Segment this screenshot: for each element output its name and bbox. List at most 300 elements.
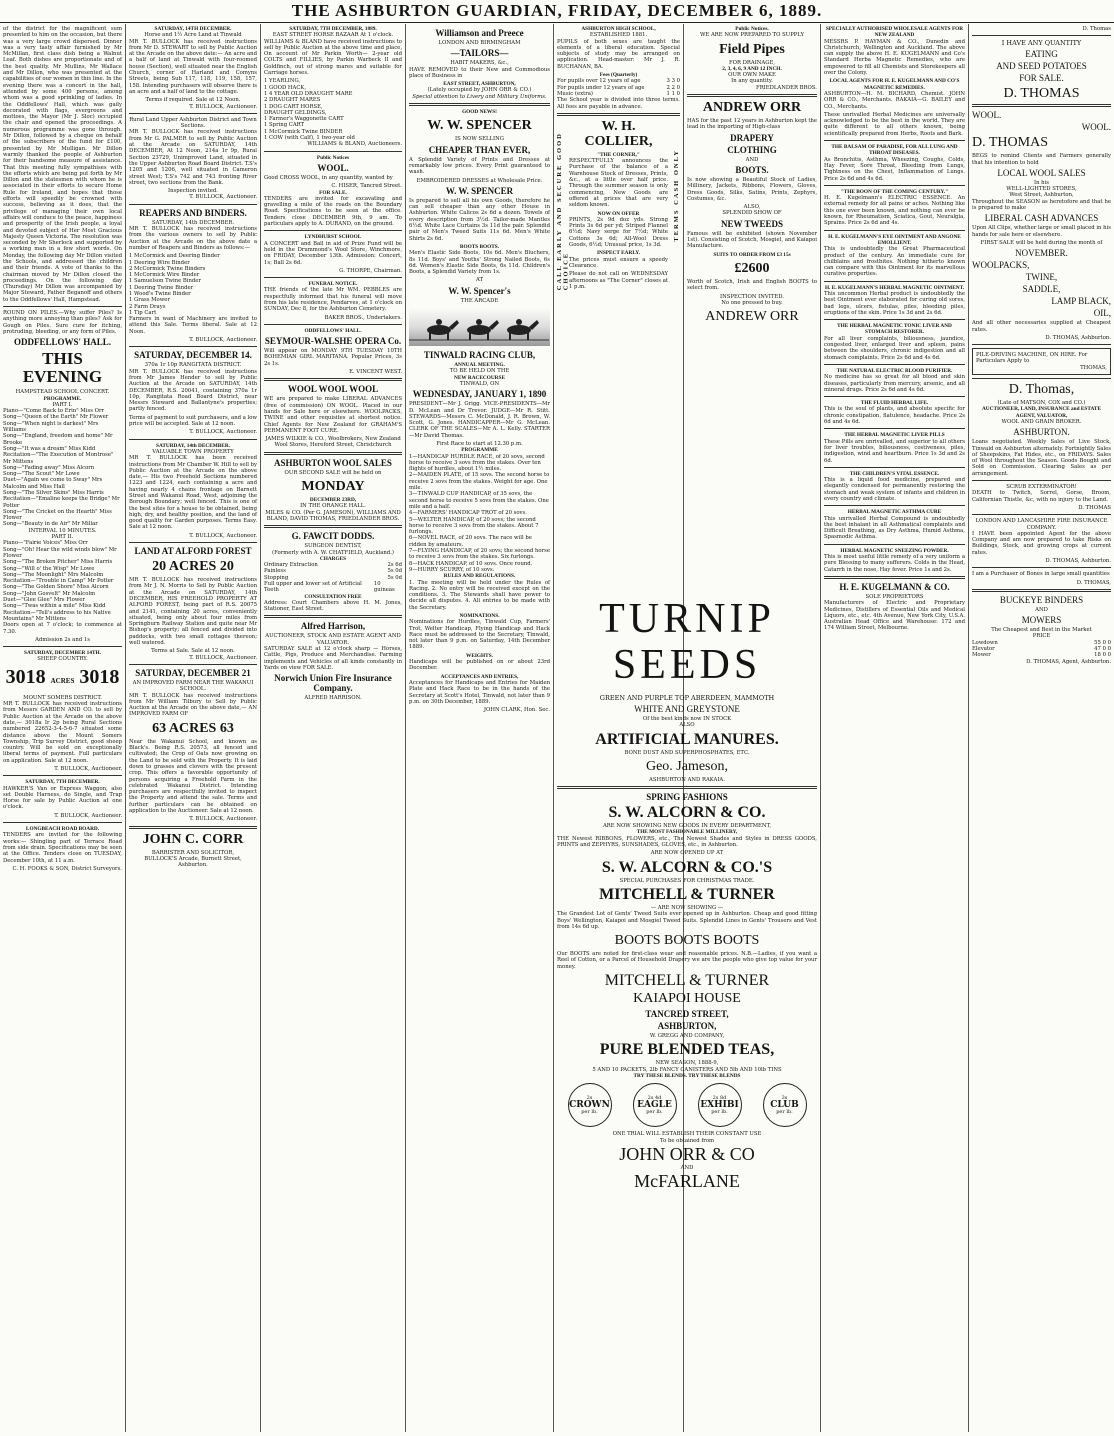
williams-text: WILLIAMS & BLAND have received instructions to sell by Public Auction at the above time and place, On account of Mr Parkin Worth— 2-year old COLTS and FILLIES, by Parkin Warbeck II and Goldfinch, out of strong mares and suitable for Carriage horses. bbox=[264, 38, 402, 77]
manures-sub: BONE DUST AND SUPERPHOSPHATES, ETC. bbox=[624, 749, 750, 756]
spencer-head-2: W. W. SPENCER bbox=[445, 185, 514, 196]
asthma-head: HERBAL MAGNETIC ASTHMA CURE bbox=[847, 509, 942, 516]
seal-price: 3s bbox=[781, 1094, 788, 1101]
alcorn-showing: ARE NOW SHOWING NEW GOODS IN EVERY DEPARTMENT, bbox=[602, 823, 772, 830]
column-3 bbox=[261, 26, 405, 1430]
ad-title: Williamson and Preece bbox=[435, 28, 524, 38]
alcorn-name-2: S. W. ALCORN & CO.'S bbox=[601, 858, 773, 876]
season: NEW SEASON, 1888-9, bbox=[655, 1060, 719, 1067]
programme-item: Song—"When night is darkest" Mrs Williams bbox=[3, 420, 99, 434]
race-item: 1—HANDICAP HURDLE RACE, of 20 sovs, second horse to receive 3 sovs from the stakes. Over ten flights of hurdles, about 1½ miles. bbox=[409, 453, 545, 473]
life-text: This is the soul of plants, and absolute specific for chronic constipation, flatulence, headache. Price 2s 6d and 4s 6d. bbox=[824, 406, 965, 426]
harrison-text: SATURDAY SALE at 12 o'clock sharp — Horses, Cattle, Pigs, Produce and Merchandise. Farming implements and Vehicles of all kinds constantly in Yards on view FOR SALE. bbox=[264, 646, 402, 671]
tea-seal bbox=[763, 1083, 807, 1127]
amount: £2600 bbox=[734, 260, 770, 276]
terms: Terms at Sale. Sale at 12 noon. bbox=[151, 648, 235, 655]
acres-heading: 63 ACRES 63 bbox=[152, 720, 234, 736]
race-item: 6—NOVEL RACE, of 20 sovs. The race will be ridden by amateurs. bbox=[409, 535, 532, 548]
dodds-sub: SURGEON DENTIST, bbox=[304, 543, 362, 550]
drapery: DRAPERY bbox=[730, 132, 774, 143]
prices-note: The prices must ensure a speedy Clearance. bbox=[569, 256, 668, 269]
wool-2: WOOL. bbox=[1081, 122, 1111, 133]
signature: ALFRED HARRISON. bbox=[304, 695, 362, 702]
signature: D. THOMAS, Ashburton. bbox=[1045, 334, 1111, 341]
annual: ANNUAL MEETING. bbox=[454, 362, 505, 369]
dodds-text: (Formerly with A. W. CHATFIELD, Auckland.) bbox=[272, 549, 394, 556]
price-head: PRICE bbox=[1032, 633, 1051, 640]
programme-list-2 bbox=[3, 540, 122, 622]
tonic-head: THE HERBAL MAGNETIC TONIC LIVER AND STOMACH RESTORER. bbox=[837, 323, 952, 336]
mitchell-turner-2: MITCHELL & TURNER bbox=[604, 972, 770, 990]
divider bbox=[824, 467, 965, 468]
inspection: INSPECTION INVITED. bbox=[720, 293, 784, 300]
divider bbox=[557, 113, 680, 116]
sale-date: SATURDAY, DECEMBER 21 bbox=[135, 667, 251, 678]
fee-row-cell: 1 1 0 bbox=[666, 90, 680, 97]
requisites: And all other necessaries supplied at Cheapest rates. bbox=[972, 320, 1111, 333]
turnip-line1: GREEN AND PURPLE TOP ABERDEEN, MAMMOTH bbox=[599, 694, 775, 702]
divider bbox=[557, 786, 817, 789]
race-item: 2—MAIDEN PLATE, of 15 sovs. The second horse to receive 2 sovs from the stakes. Weight for age. One mile. bbox=[409, 472, 550, 492]
kugelmann: H. E. KUGELMANN & CO. bbox=[839, 581, 950, 592]
terms: Inspection invited. bbox=[168, 188, 218, 195]
divider bbox=[824, 364, 965, 365]
price-row-cell: 18 0 0 bbox=[1094, 652, 1111, 659]
reaper-item: 2 McCormick Twine Binders bbox=[129, 265, 206, 272]
divider bbox=[3, 306, 122, 307]
section-head: Public Notices bbox=[316, 154, 350, 161]
column-6 bbox=[684, 26, 820, 586]
dodds-head: G. FAWCIT DODDS. bbox=[291, 531, 375, 542]
lamp: LAMP BLACK, bbox=[1051, 296, 1111, 307]
mcfarlane: McFARLANE bbox=[634, 1171, 740, 1192]
corr-title: BARRISTER AND SOLICITOR, bbox=[151, 849, 235, 856]
spencer-text-2: Is prepared to sell all his own Goods, therefore he can sell cheaper than any other House in Ashburton. White Calicos 2s 6d a dozen. Towels of every description from 3½d. Tailor-made Mantles 6½d. White Lace Curtains 3s 11d the pair. Splendid pair of Men's Tweed Suits 11s 6d. Men's White Shirts 2s 6d. bbox=[409, 197, 550, 242]
rules-head: RULES AND REGULATIONS. bbox=[443, 573, 516, 580]
dthomas-text: BEGS to remind Clients and Farmers generally that his intention to hold bbox=[972, 153, 1111, 166]
reaper-item: 1 Grass Mower bbox=[129, 297, 170, 304]
spencer-head: W. W. SPENCER bbox=[427, 118, 532, 134]
ad-heading: LYNDHURST SCHOOL bbox=[304, 234, 362, 241]
column-5 bbox=[554, 26, 683, 586]
seal-unit: per lb. bbox=[646, 1108, 663, 1115]
fashionable: THE MOST FASHIONABLE MILLINERY, bbox=[636, 829, 738, 836]
scrub: SCRUB EXTERMINATOR! bbox=[1006, 484, 1077, 491]
divider bbox=[264, 525, 402, 528]
established: ESTABLISHED 1881. bbox=[589, 32, 648, 39]
divider bbox=[824, 428, 965, 429]
ashburton: ASHBURTON, bbox=[657, 1021, 717, 1032]
fee-row-cell: 2 2 0 bbox=[666, 84, 680, 91]
dthomas-2: D. THOMAS bbox=[972, 135, 1048, 151]
signature: D. THOMAS, Agent, Ashburton. bbox=[1026, 658, 1111, 665]
programme-list bbox=[3, 408, 122, 528]
charges-list bbox=[264, 562, 402, 593]
signature: T. BULLOCK, Auctioneer. bbox=[54, 765, 122, 772]
stock-item: 1 McCormick Twine BINDER bbox=[264, 128, 343, 135]
sneezing-text: This is most useful little remedy of a very uniform a pure Blessing to many sufferers. Colds in the Head, Catarrh in the nose, Hay fever. Price 1s and 2s. bbox=[824, 554, 965, 573]
divider bbox=[824, 505, 965, 506]
nominations-text: Nominations for Hurdles, Tinwald Cup, Farmers' Trot, Welter Handicap, Flying Handicap and Hack Race must be addressed to the Secretary, Tinwald, not later than 9 p.m. on Saturday, 14th December 1889. bbox=[409, 619, 550, 651]
auction-text: MR T. BULLOCK has received instructions from Mr G. PALMER to sell by Public Auction at the Arcade on SATURDAY, 14th DECEMBER, At 12 Noon, 214a 1r 9p, Rural Section 23729, Unimproved Land, situated in the Upper Ashburton Road Board District. T.S's 1205 and 1206, well situated in Cameron street West; T.S's 742 and 743 fronting River street, two sections from the Bank. bbox=[129, 129, 257, 186]
late: (Late of MATSON, COX and CO.) bbox=[997, 400, 1086, 407]
any-qty: In any quantity. bbox=[731, 78, 773, 85]
grain: WOOL AND GRAIN BROKER. bbox=[1001, 418, 1082, 425]
price-row-cell: 47 0 0 bbox=[1094, 646, 1111, 653]
road-board: LONGBEACH ROAD BOARD. bbox=[25, 826, 100, 833]
good-news: GOOD NEWS! bbox=[462, 109, 497, 116]
price-row-cell: Elevator bbox=[972, 646, 995, 653]
acceptances-head: ACCEPTANCES AND ENTRIES, bbox=[440, 673, 519, 680]
ad-heading: VALUABLE TOWN PROPERTY bbox=[152, 448, 234, 455]
signature: THOMAS, bbox=[1080, 364, 1107, 371]
divider bbox=[264, 230, 402, 231]
auction-text: MR T. BULLOCK has been received instructions from Mr Chamber W. Hill to sell by Public Auction at the Arcade on the above date,— His two Freehold Sections numbered 1223 and 1224, each containing a acre and having nearly 4 chains frontage on Barnett Street and Wakanui Road, West, adjoining the Borough Boundary; well fenced. This is one of the best sites for a house to be obtained, being high, dry, and healthy position, and the land of good quality for Garden purposes. Terms Easy. Sale at 12 noon. bbox=[129, 455, 257, 531]
fee-row-cell: For pupils under 12 years of age bbox=[557, 84, 645, 91]
consultation: CONSULTATION FREE bbox=[304, 593, 362, 600]
sale-place: IN THE ORANGE HALL. bbox=[300, 503, 366, 510]
racing-illustration bbox=[409, 308, 550, 346]
fees-table bbox=[557, 78, 680, 97]
tancred: TANCRED STREET, bbox=[645, 1009, 729, 1020]
proprietors: SOLE PROPRIETORS bbox=[865, 593, 924, 600]
harrison-sub: AUCTIONEER, STOCK AND ESTATE AGENT AND VALUATOR. bbox=[265, 633, 401, 646]
embroidered: EMBROIDERED DRESSES at Wholesale Price. bbox=[416, 177, 543, 184]
nominations-head: NOMINATIONS. bbox=[459, 613, 500, 619]
try-blends: TRY THESE BLENDS. TRY THESE BLENDS bbox=[633, 1072, 741, 1079]
clothing: CLOTHING bbox=[727, 144, 777, 155]
boots-text: Our BOOTS are noted for first-class wear and reasonable prices. N.B.—Ladies, if you want a Reel of Cotton, or a Parcel of Household Drapery we are the people who give top value for your money. bbox=[557, 951, 817, 970]
weights-head: WEIGHTS. bbox=[466, 652, 493, 659]
tea-seal bbox=[633, 1083, 677, 1127]
and: AND bbox=[680, 1164, 694, 1171]
divider bbox=[3, 646, 122, 647]
mount-somers: MOUNT SOMERS DISTRICT. bbox=[23, 694, 102, 701]
funeral-text: THE friends of the late Mr WM. PEBBLES are respectfully informed that his funeral will move from his late residence, Pendarves, at 1 o'clock on SUNDAY, Dec 8, for the Ashburton Cemetery. bbox=[264, 287, 402, 313]
turnip-line2: WHITE AND GREYSTONE bbox=[634, 704, 740, 714]
divider bbox=[264, 615, 402, 618]
opera-text: Will appear on MONDAY 9TH TUESDAY 10TH BOHEMIAN GIRL MARITANA. Popular Prices, 3s 2s 1s. bbox=[264, 348, 402, 367]
ad-heading: ODDFELLOWS' HALL. bbox=[304, 327, 362, 334]
tonic-text: For all liver complaints, biliousness, jaundice, congested liver, enlarged liver and spleen, pains between the shoulders, chronic indigestion and all stomach complaints. Price 2s 6d and 4s 6d. bbox=[824, 335, 965, 361]
race-item: 9—HURRY SCURRY, of 10 sovs. bbox=[409, 566, 495, 573]
divider bbox=[824, 576, 965, 579]
divider bbox=[129, 826, 257, 829]
seal-name: CROWN bbox=[569, 1099, 610, 1110]
charge-row-cell: 5s 0d bbox=[387, 574, 402, 581]
signature: D. THOMAS, bbox=[1076, 579, 1111, 586]
boots-text: Men's Elastic Side Boots, 10s 6d. Men's Bluchers, 8s 11d. Boys' and Youths' Strong Nailed Boots, 6s 6d. Women's Elastic Side Boots, 6s 11d. Children's Boots, a Splendid Variety from 1s. bbox=[409, 250, 550, 276]
programme-item: Recitation—"Emaline keeps the Bridge" Mr Potter bbox=[3, 496, 120, 509]
auction-text: MR T. BULLOCK has received instructions from Mr J. N. Morris to Sell by Public Auction at the Arcade on SATURDAY, 14th DECEMBER, HIS FREEHOLD PROPERTY AT ALFORD FOREST, being part of R.S. 20075 and 2141, containing 20 acres, conveniently situated, being only about four miles from Springburn Railway Station and quite near Mr Bishop's property; all fenced and divided into paddocks, with two small cottages thereon; well watered. bbox=[129, 577, 257, 647]
notices-head: Public Notices. bbox=[735, 26, 769, 32]
part-two: PART II. bbox=[51, 534, 74, 541]
in-his: In his bbox=[1033, 179, 1049, 186]
signature: T. BULLOCK, Auctioneer. bbox=[189, 103, 257, 110]
sale-date: DECEMBER 23RD, bbox=[309, 497, 357, 504]
divider bbox=[972, 104, 1111, 107]
acres-number: 3018 bbox=[5, 665, 46, 688]
bullock-text: MR T. BULLOCK has received instructions from Messrs GARDEN AND CO. to sell by Public Auction at the Arcade on the above date,— 3018a Ir 2p being Rural Sections numbered 22652-3-4-5-6-7 situated some distance above the Mount Somers Township, Trip Survey District, good sheep country. Will be sold on exceptionally liberal terms of payment. Full particulars on application. Sale at 12 noon. bbox=[3, 701, 122, 764]
reaper-item: 2 Farm Drays bbox=[129, 303, 166, 310]
bazaar: EAST STREET HORSE BAZAAR At 1 o'clock. bbox=[272, 32, 394, 39]
seal-unit: per lb. bbox=[711, 1108, 728, 1115]
charges-head: CHARGES bbox=[319, 555, 347, 562]
signature: BAKER BROS., Undertakers. bbox=[324, 314, 402, 321]
spencer-head-3: W. W. Spencer's bbox=[448, 285, 511, 296]
auctioneer: AUCTIONEER, LAND, INSURANCE and ESTATE AGENT, VALUATOR, bbox=[981, 406, 1101, 419]
insurance: LONDON AND LANCASHIRE FIRE INSURANCE COMPANY. bbox=[975, 518, 1108, 531]
inspect: INSPECT EARLY. bbox=[596, 250, 641, 257]
programme-item: Song—"John Gosvelt" Mr Malcolm bbox=[3, 590, 96, 597]
arcade: THE ARCADE bbox=[460, 297, 499, 304]
dodds-address: Address: Court Chambers above H. M. Jones, Stationer, East Street. bbox=[264, 599, 402, 613]
programme-head: PROGRAMME bbox=[461, 447, 498, 454]
jameson: Geo. Jameson, bbox=[645, 758, 729, 774]
for-sale: FOR SALE. bbox=[1019, 73, 1064, 84]
price-row-cell: Mower bbox=[972, 652, 991, 659]
divider bbox=[972, 35, 1111, 36]
boots-banner: BOOTS BOOTS BOOTS bbox=[614, 933, 760, 949]
hawkers-text: HAWKER'S Van or Express Waggon, also set Double Harness, do Single, and Trap Horse for sale by Public Auction at one o'clock. bbox=[3, 785, 122, 811]
doors-text: Doors open at 7 o'clock; to commence at 7.30. bbox=[3, 622, 122, 635]
race-date: WEDNESDAY, JANUARY 1, 1890 bbox=[412, 389, 547, 400]
at: AT bbox=[475, 277, 484, 284]
race-item: 7—FLYING HANDICAP, of 20 sovs; the second horse to receive 3 sovs from the stakes. Six furlongs. bbox=[409, 548, 550, 561]
stock-item: 1 Farmer's Waggonette CART bbox=[264, 116, 344, 123]
sale-date: SATURDAY, 14th DECEMBER. bbox=[151, 219, 235, 226]
hall-title: ODDFELLOWS' HALL. bbox=[13, 337, 112, 348]
race-item: 4—FARMERS' HANDICAP TROT of 20 sovs. bbox=[409, 510, 527, 517]
terms: Terms if required. Sale at 12 Noon. bbox=[145, 97, 241, 104]
divider bbox=[129, 542, 257, 543]
column-7 bbox=[821, 26, 968, 1430]
ad-heading: Rural Land Upper Ashburton District and Town Sections. bbox=[129, 116, 257, 130]
showing: Is now showing a Beautiful Stock of Ladies, Millinery, Jackets, Ribbons, Flowers, Gloves, Dress Goods, Silks, Satins, Prints, Zephyrs, Costumes, &c. bbox=[687, 176, 817, 202]
tenders-text: TENDERS are invited for the following works:— Shingling part of Terrace Road from side drain. Specifications may be seen at the Office. Tenders close on TUESDAY, December 10th, at 11 a.m. bbox=[3, 832, 122, 864]
oil: OIL, bbox=[1093, 308, 1111, 319]
acres-number: 3018 bbox=[79, 665, 120, 688]
wool-text: Good CROSS WOOL, in any quantity, wanted by bbox=[264, 174, 393, 181]
divider bbox=[3, 822, 122, 823]
signature: D. THOMAS bbox=[1078, 504, 1111, 511]
boots: BOOTS. bbox=[735, 164, 769, 175]
wool-sales-head: ASHBURTON WOOL SALES bbox=[274, 457, 392, 468]
programme-item: Duet—"Glee Glee" Mrs Flower bbox=[3, 597, 85, 604]
programme-item: Song—"The Broken Pitcher" Miss Harris bbox=[3, 559, 113, 566]
race-item: 5—WELTER HANDICAP, of 20 sovs; the second horse to receive 3 sovs from the stakes. About 7 furlongs. bbox=[409, 516, 539, 536]
charge-row-cell: Full upper and lower set of Artificial Teeth bbox=[264, 581, 362, 594]
price-row-cell: 55 0 0 bbox=[1094, 639, 1111, 646]
jameson-addr: ASHBURTON AND RAKAIA. bbox=[649, 776, 725, 783]
signature: T. BULLOCK, Auctioneer. bbox=[189, 816, 257, 823]
blood-text: No medicine has so great for all blood and skin diseases, particularly from mercury, arsenic, and all mineral drugs. Price 2s 6d and 4s 6d. bbox=[824, 374, 965, 393]
selling: IS NOW SELLING bbox=[455, 136, 504, 143]
divider bbox=[972, 589, 1111, 592]
first-sale: FIRST SALE will be held during the month of bbox=[980, 239, 1103, 246]
turnip-title: TURNIP SEEDS bbox=[599, 596, 775, 688]
stock-item: 1 Spring CART bbox=[264, 122, 305, 129]
thomas-top: D. Thomas bbox=[1082, 26, 1111, 32]
asthma-text: This unrivalled Herbal Compound is undoubtedly the best inhalant in all Asthmatical complaints and Difficult Breathing, as Dry Asthma, Humid Asthma, Spasmodic Asthma. bbox=[824, 515, 965, 541]
reaper-item: 1 McCormick and Deering Binder bbox=[129, 253, 220, 260]
stock-item: 1 YEARLING, bbox=[264, 78, 301, 85]
also: ALSO, bbox=[743, 204, 761, 211]
cheaper: CHEAPER THAN EVER, bbox=[428, 144, 531, 155]
tweeds-text: Famous will be exhibited (shown November 1st). Consisting of Scotch, Mosgiel, and Kaiapoi Manufacture. bbox=[687, 230, 817, 250]
rules-text: 1. The meeting will be held under the Rules of Racing. 2. No entry will be received except on the conditions. 3. The Stewards shall have power to decide all disputes. 4. All entries to be made with the Secretary. bbox=[409, 579, 550, 611]
fees-note: The School year is divided into three terms. All fees are payable in advance. bbox=[557, 97, 680, 110]
kaiapoi: KAIAPOI HOUSE bbox=[633, 991, 741, 1007]
ad-heading: 370a 1r 10p RANGITATA DISTRICT. bbox=[144, 362, 242, 369]
acceptances-text: Acceptances for Handicaps and Entries for Maiden Plate and Hack Race to be in the hands of the Secretary at Scott's Hotel, Tinwald, not later than 9 p.m. on 30th December, 1889. bbox=[409, 679, 550, 705]
fee-row-cell: 3 3 0 bbox=[666, 78, 680, 85]
admission: Admission 2s and 1s bbox=[35, 636, 90, 643]
upon: Upon All Clips, whether large or small placed in his hands for sale here or elsewhere. bbox=[972, 225, 1111, 238]
weights-text: Handicaps will be published on or about 23rd December. bbox=[409, 659, 550, 672]
programme-item: Song—"The Moonlight" Mrs Malcolm bbox=[3, 571, 104, 578]
divider bbox=[687, 94, 817, 97]
mowers: MOWERS bbox=[1021, 615, 1062, 626]
interval: INTERVAL 10 MINUTES. bbox=[28, 527, 97, 534]
divider bbox=[824, 319, 965, 320]
ashburton: ASHBURTON. bbox=[1013, 427, 1070, 438]
auction-text: MR T. BULLOCK has received instructions from Mr D. STEWART to sell by Public Auction at the Arcade on the above date:— An acre and a half of land at Tinwald with four-roomed house (Section), well situated near the English Church, corner of Harland and Comyns Streets, being Sub 117, 118, 119, 158, 157, 158. Intending purchasers will observe there is an acre and a half of land to the cottage. bbox=[129, 38, 257, 95]
habit: HABIT MAKERS, &c., bbox=[450, 60, 509, 67]
divider bbox=[972, 344, 1111, 345]
auction-text: MR T. BULLOCK has received instructions from the various owners to sell by Public Auction at the Arcade on the above date a number of Reapers and Binders as follows:— bbox=[129, 226, 257, 251]
suits: SUITS TO ORDER FROM £3 15s bbox=[713, 251, 791, 258]
acres-heading: 20 ACRES 20 bbox=[152, 559, 234, 575]
signature: T. BULLOCK, Auctioneer. bbox=[189, 337, 257, 344]
splendid: SPLENDID SHOW OF bbox=[722, 210, 782, 217]
lately: (Lately occupied by JOHN ORR & CO.) bbox=[427, 87, 532, 94]
pile-text: PILE-DRIVING MACHINE, ON HIRE. For Particulars Apply to bbox=[976, 352, 1088, 365]
east-street: EAST STREET, ASHBURTON, bbox=[443, 81, 516, 88]
local-agents: LOCAL AGENTS FOR H. E. KUGELMANN AND CO'S MAGNETIC REMEDIES. bbox=[829, 78, 960, 91]
reaper-item: 1 Deering Twine Binder bbox=[129, 284, 194, 291]
corr-address: BULLOCK'S Arcade, Burnett Street, Ashburton. bbox=[144, 855, 242, 869]
divider bbox=[824, 281, 965, 282]
divider bbox=[3, 775, 122, 776]
and: AND bbox=[745, 156, 759, 163]
pile-box bbox=[972, 348, 1111, 375]
programme-item: Piano—"Come Back to Erin" Miss Orr bbox=[3, 408, 105, 415]
divider bbox=[824, 140, 965, 141]
ad-heading: FOR SALE. bbox=[319, 189, 347, 196]
sale-text: OUR SECOND SALE will be held on bbox=[284, 469, 382, 476]
balsam-text: As Bronchitis, Asthma, Wheezing, Coughs, Colds, Hay Fever, Sore Throat, Bleeding from Lungs, Tightness on the Chest, Inflammation of Lungs. Price 2s 6d and 4s 6d. bbox=[824, 156, 965, 182]
acres-word: ACRES bbox=[50, 676, 75, 685]
divider bbox=[264, 324, 402, 325]
divider bbox=[409, 103, 550, 106]
pipes-intro: WE ARE NOW PREPARED TO SUPPLY bbox=[699, 32, 805, 39]
signature: C. H. FOOKS & SON, District Surveyors. bbox=[12, 865, 122, 872]
appointed: I HAVE been appointed Agent for the above Company and am now prepared to take Risks on Buildings, Stock, and growing crops at current rates. bbox=[972, 530, 1111, 556]
programme-item: Recitation—"Trouble in Camp" Mr Potter bbox=[3, 578, 114, 585]
signature: T. BULLOCK, Auctioneer. bbox=[54, 812, 122, 819]
reaper-item: 1 McCormick Wire Binder bbox=[129, 272, 200, 279]
life-head: THE FLUID HERBAL LIFE. bbox=[860, 400, 929, 407]
dthomas-4: D. Thomas, bbox=[1008, 382, 1075, 398]
liberal: LIBERAL CASH ADVANCES bbox=[984, 213, 1099, 224]
reaper-item: 1 Wood's Twine Binder bbox=[129, 290, 191, 297]
signature: E. VINCENT WEST. bbox=[349, 369, 402, 376]
divider bbox=[129, 113, 257, 114]
throughout: Throughout the SEASON as heretofore and that he is prepared to make bbox=[972, 198, 1111, 212]
racecourse: NEW RACECOURSE bbox=[454, 374, 505, 381]
herbal-head: H. E. KUGELMANN'S HERBAL MAGNETIC OINTMENT. bbox=[824, 284, 965, 291]
sale-date: SATURDAY, 14th DECEMBER. bbox=[156, 442, 230, 449]
lower-span bbox=[554, 590, 820, 1430]
programme-item: Song—"It was a dream" Miss Kidd bbox=[3, 445, 96, 452]
boon-text: H. E. Kugelmann's ELECTRIC ESSENCE. An external remedy for all pains or aches. Nothing like this one ever been known, and nothing can ever be known, for Rheumatism, Sciatica, Gout, Neuralgia, Sprains. Price 2s 6d and 4s. bbox=[824, 195, 965, 227]
fee-row-cell: Music (extra) bbox=[557, 90, 593, 97]
officials: PRESIDENT—Mr J. Grigg. VICE-PRESIDENTS—Mr D. McLean and Dr Trevor. JUDGE—Mr R. Stitt. STEWARDS—Messrs C. McDonald, J. R. Brown, W. Scott, G. Jones. HANDICAPPER—Mr G. McLean. CLERK OF THE SCALES—Mr A. L. Kelly. STARTER—Mr David Thomas. bbox=[409, 401, 550, 439]
spencer-text: A Splendid Variety of Prints and Dresses at remarkably low prices. Every Print guaranteed to wash. bbox=[409, 156, 550, 176]
emollient-head: H. E. KUGELMANN'S EYE OINTMENT AND ANGONE EMOLLIENT. bbox=[828, 233, 961, 246]
horse-race-icon bbox=[409, 308, 549, 346]
divider bbox=[129, 204, 257, 205]
programme-item: Piano—"Fairie Voices" Miss Orr bbox=[3, 540, 88, 547]
harrison-head: Alfred Harrison, bbox=[300, 621, 366, 632]
signature: FRIEDLANDER BROS. bbox=[756, 84, 817, 91]
collier-items: PRINTS, 2s 9d doz yds. Strong Prints 3s 6d per yd; Striped Flannel 6½d; Navy serge for 7½d; White Cottons 3s 6d; All-Wool Dress Goods, 6½d; Unusual price, 1s 3d. bbox=[569, 216, 668, 249]
divider bbox=[972, 514, 1111, 515]
death: DEATH to Twitch, Sorrel, Gorse, Broom, Californian Thistle, &c, with no injury to the Land. bbox=[972, 490, 1111, 503]
signature: G. THORPE, Chairman. bbox=[339, 267, 402, 274]
evening-title: THIS EVENING bbox=[22, 349, 103, 387]
programme-item: Recitation—"The Execution of Montrose" Mr Mittens bbox=[3, 452, 114, 465]
agents-text: MESSRS P. HAYMAN & CO., Dunedin and Christchurch, Wellington and Auckland. The above can supply the above H. E. KUGELMANN and Co's Standard Herba Magnetic Remedies, who are empowered to fill all Chemists and Storekeepers all over the Colony. bbox=[824, 38, 965, 77]
charge-row-cell: Painless bbox=[264, 568, 286, 575]
ad-heading: LAND AT ALFORD FOREST bbox=[134, 546, 252, 557]
alcorn-items: THE Newest RIBBONS, FLOWERS, etc., The Newest Shades and Styles in DRESS GOODS, PRINTS and ZEPHYRS, SUNSHADES, GLOVES, etc., in Ashburton. bbox=[557, 835, 817, 849]
signature: WILLIAMS & BLAND, Auctioneers. bbox=[307, 141, 402, 148]
obtained: To be obtained from bbox=[659, 1137, 715, 1144]
stock-list bbox=[264, 78, 402, 141]
programme-item: Song—"Fading away" Miss Alcorn bbox=[3, 464, 95, 471]
sale-date: SATURDAY, 7TH DECEMBER. bbox=[25, 779, 100, 786]
stock-item: 1 GOOD HACK, bbox=[264, 84, 307, 91]
reaper-item: 1 Deering Wire Binder bbox=[129, 259, 190, 266]
unrivalled: These unrivalled Herbal Medicines are universally acknowledged to be the best in the world. They are quite different to all others known, being scientifically prepared from Herbs, Roots and Bark. bbox=[824, 111, 965, 137]
now-on: NOW ON OFFER bbox=[597, 210, 640, 217]
fees-head: Fees (Quarterly) bbox=[599, 72, 638, 79]
stock-item: DRAUGHT GELDINGS, bbox=[264, 109, 327, 116]
turnip-also: ALSO bbox=[679, 722, 695, 729]
ad-heading: AN IMPROVED FARM NEAR THE WAKANUI SCHOOL. bbox=[132, 679, 254, 693]
xmas: SPECIAL PURCHASES FOR CHRISTMAS TRADE. bbox=[619, 877, 755, 884]
divider bbox=[972, 567, 1111, 568]
stores: WELL-LIGHTED STORES, bbox=[1006, 186, 1077, 193]
divider bbox=[264, 151, 402, 152]
auction-text: MR T. BULLOCK has received instructions from Mr James Hender to sell by Public Auction at the Arcade on SATURDAY, 14th DECEMBER, R.S. 20041, containing 370a 1r 10p, Rangitata Road Board District, near Messrs Steward and Ballantyne's properties; partly fenced. bbox=[129, 368, 257, 413]
spring-fashions: SPRING FASHIONS bbox=[646, 792, 728, 803]
programme-item: Song—"The Silver Skins" Miss Harris bbox=[3, 490, 104, 496]
collier-text: RESPECTFULLY announces the Purchase of the balance of a Warehouse Stock of Dresses, Prints, &c., at a little over half price. Through the summer season is only commencing, New Goods are offered at prices that are very seldom known. bbox=[569, 158, 668, 209]
divider bbox=[824, 396, 965, 397]
auction-text: MR T. BULLOCK has received instructions from Mr William Tilbury to Sell by Public Auction at the Arcade on the above date,— AN IMPROVED FARM OF bbox=[129, 692, 257, 718]
mitchell-turner: MITCHELL & TURNER bbox=[599, 885, 775, 903]
divider bbox=[129, 439, 257, 440]
concert-text: A CONCERT and Ball in aid of Prize Fund will be held in the Drummond's Wool Store, Winchmore, on FRIDAY, December 13th. Admission: Concert, 1s; Ball 2s 6d. bbox=[264, 240, 402, 266]
divider bbox=[129, 664, 257, 665]
manures: ARTIFICIAL MANURES. bbox=[595, 730, 779, 748]
column-1 bbox=[0, 26, 125, 1430]
orr-text: HAS for the past 12 years in Ashburton kept the lead in the importing of High-class bbox=[687, 118, 817, 131]
agents-head: SPECIALLY AUTHORISED WHOLESALE AGENTS FOR NEW ZEALAND bbox=[825, 26, 964, 39]
